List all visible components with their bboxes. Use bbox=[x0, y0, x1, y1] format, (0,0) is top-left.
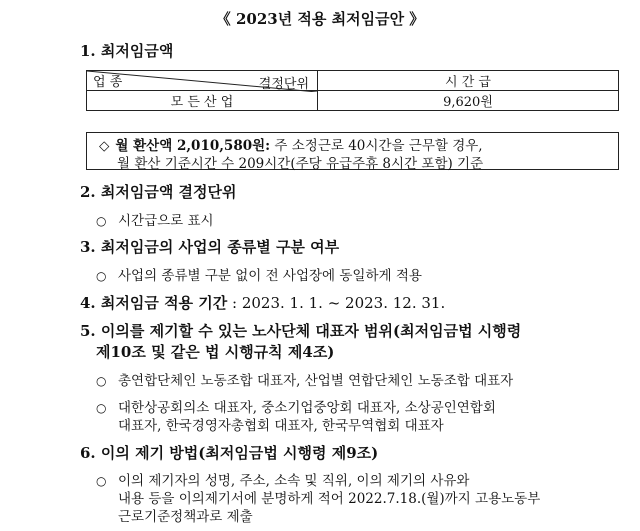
section-1-heading: 1. 최저임금액 bbox=[80, 42, 174, 60]
monthly-conversion-note-box bbox=[86, 132, 619, 170]
section-5-item-2-line-2: 대표자, 한국경영자총협회 대표자, 한국무역협회 대표자 bbox=[118, 418, 444, 434]
section-6-item-line-2: 내용 등을 이의제기서에 분명하게 적어 2022.7.18.(월)까지 고용노동부 bbox=[118, 491, 541, 507]
cell-all-industries: 모 든 산 업 bbox=[87, 91, 318, 111]
section-4-heading-text: 4. 최저임금 적용 기간 bbox=[80, 294, 228, 312]
section-4-heading bbox=[80, 292, 445, 313]
section-5-heading-line-1: 5. 이의를 제기할 수 있는 노사단체 대표자 범위(최저임금법 시행령 bbox=[80, 322, 522, 340]
section-2-item-text: 시간급으로 표시 bbox=[118, 213, 214, 229]
table-diagonal-header-cell bbox=[87, 71, 318, 91]
circle-bullet-icon: ○ bbox=[96, 374, 107, 388]
section-5-item-2-line-1: 대한상공회의소 대표자, 중소기업중앙회 대표자, 소상공인연합회 bbox=[118, 400, 496, 416]
circle-bullet-icon: ○ bbox=[96, 401, 107, 415]
section-6-item bbox=[96, 469, 469, 489]
section-5-heading-line-2: 제10조 및 같은 법 시행규칙 제4조) bbox=[96, 343, 335, 361]
header-hourly: 시 간 급 bbox=[318, 71, 619, 91]
section-6-item-line-3: 근로기준정책과로 제출 bbox=[118, 509, 253, 525]
application-period-value: : 2023. 1. 1. ~ 2023. 12. 31. bbox=[227, 294, 446, 312]
table-row bbox=[87, 91, 619, 111]
document-title: 《 2023년 적용 최저임금안 》 bbox=[215, 10, 425, 28]
section-3-item bbox=[96, 264, 422, 284]
note-line-1-rest: 주 소정근로 40시간을 근무할 경우, bbox=[270, 138, 483, 154]
circle-bullet-icon: ○ bbox=[96, 474, 107, 488]
header-industry: 업 종 bbox=[93, 75, 123, 90]
diamond-icon: ◇ bbox=[99, 138, 110, 154]
section-3-item-text: 사업의 종류별 구분 없이 전 사업장에 동일하게 적용 bbox=[118, 268, 422, 284]
section-2-heading: 2. 최저임금액 결정단위 bbox=[80, 183, 237, 201]
section-5-item-1 bbox=[96, 369, 513, 389]
section-6-item-line-1: 이의 제기자의 성명, 주소, 소속 및 직위, 이의 제기의 사유와 bbox=[118, 473, 470, 489]
note-line-2: 월 환산 기준시간 수 209시간(주당 유급주휴 8시간 포함) 기준 bbox=[117, 156, 484, 172]
circle-bullet-icon: ○ bbox=[96, 214, 107, 228]
cell-hourly-amount: 9,620원 bbox=[318, 91, 619, 111]
table-header-row bbox=[87, 71, 619, 91]
note-line-1 bbox=[99, 134, 483, 154]
note-bold-text: 월 환산액 2,010,580원: bbox=[115, 138, 271, 154]
minimum-wage-table bbox=[86, 70, 619, 111]
section-5-item-1-text: 총연합단체인 노동조합 대표자, 산업별 연합단체인 노동조합 대표자 bbox=[118, 373, 514, 389]
circle-bullet-icon: ○ bbox=[96, 269, 107, 283]
section-2-item bbox=[96, 209, 214, 229]
section-5-item-2 bbox=[96, 396, 496, 416]
header-decision-unit: 결정단위 bbox=[258, 77, 309, 92]
section-6-heading: 6. 이의 제기 방법(최저임금법 시행령 제9조) bbox=[80, 444, 379, 462]
section-3-heading: 3. 최저임금의 사업의 종류별 구분 여부 bbox=[80, 238, 340, 256]
